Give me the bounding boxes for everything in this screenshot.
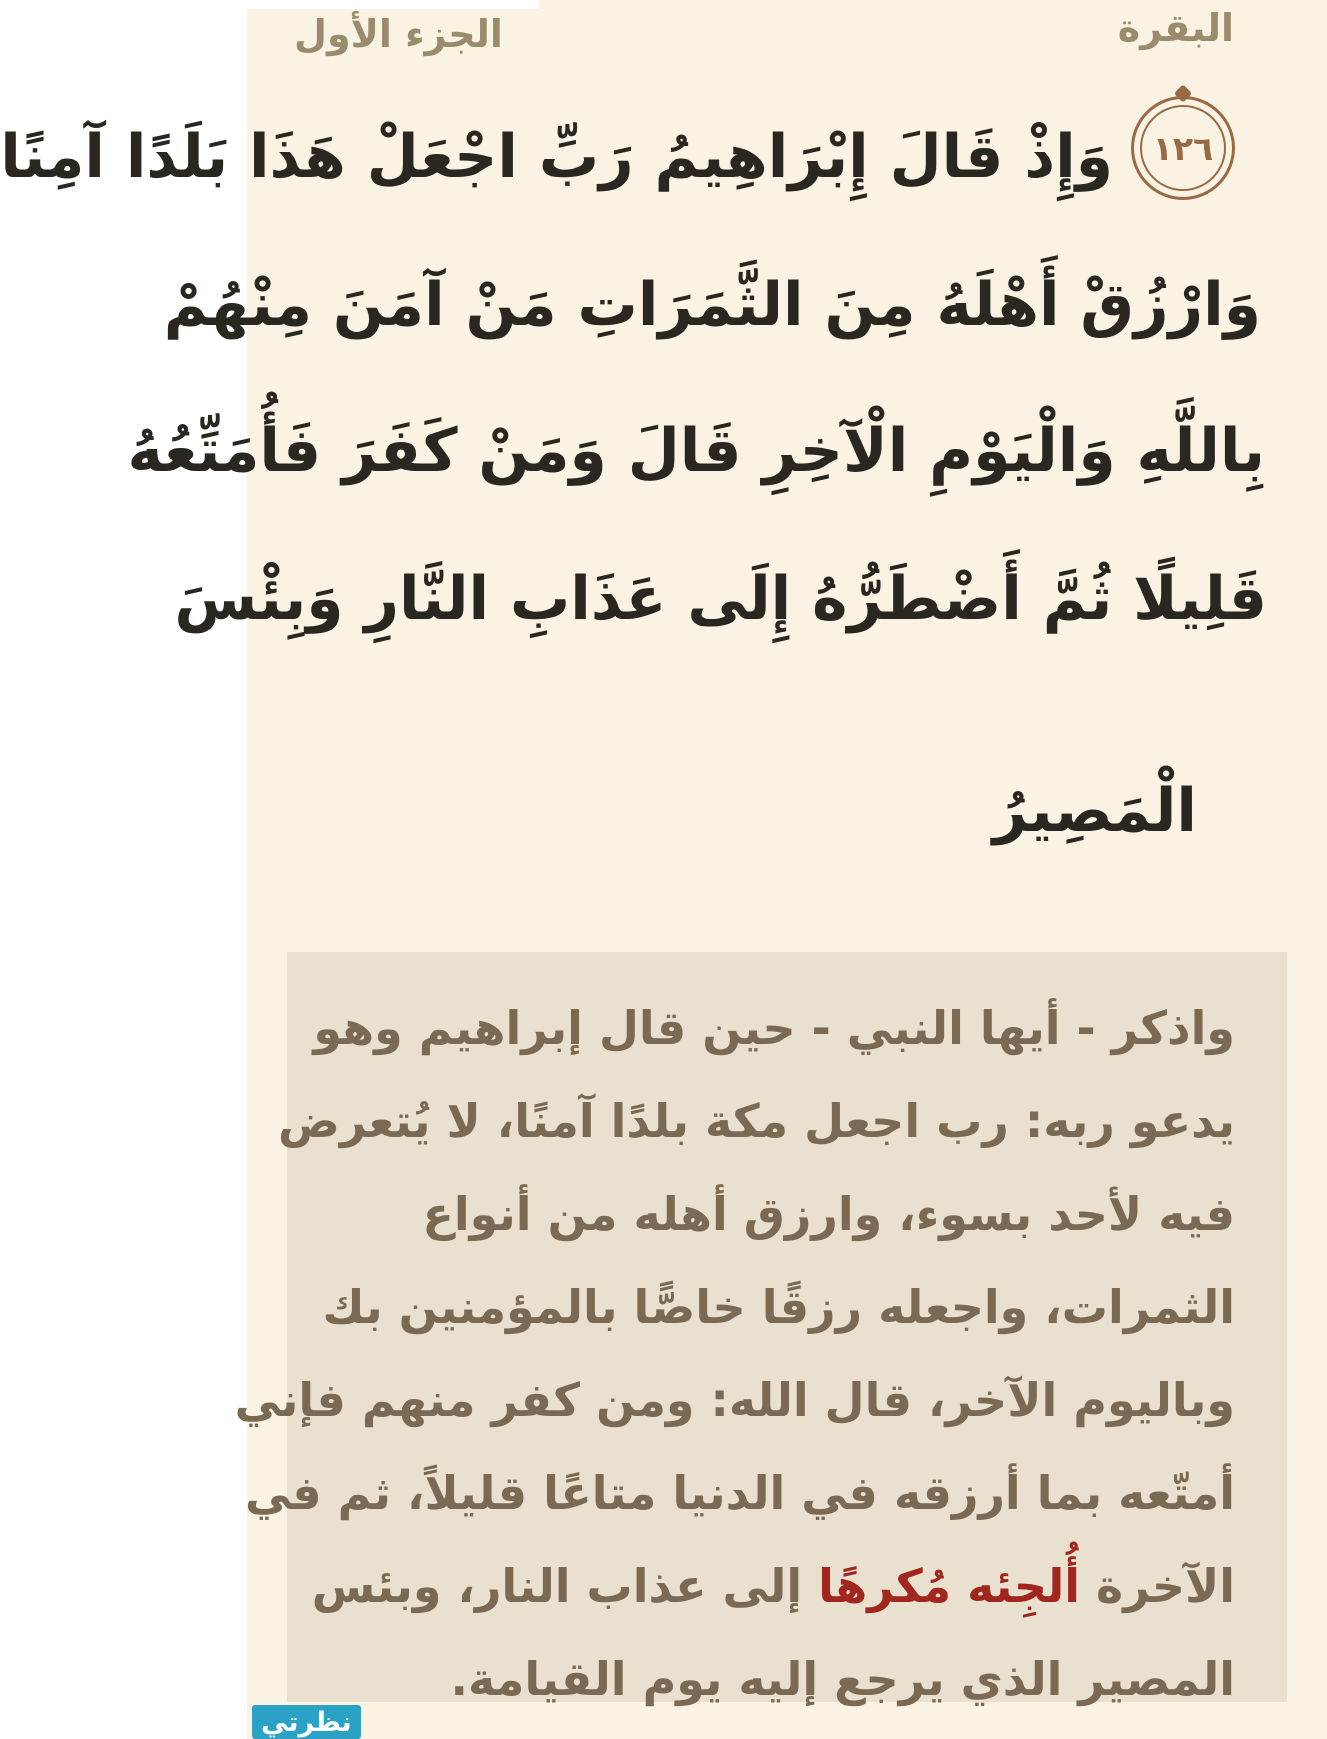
top-left-white-strip bbox=[247, 0, 539, 9]
tafsir-line: وباليوم الآخر، قال الله: ومن كفر منهم فإني bbox=[234, 1373, 1235, 1427]
surah-name-label: البقرة bbox=[1117, 6, 1234, 50]
verse-number: ١٢٦ bbox=[1152, 128, 1214, 168]
tafsir-line: واذكر - أيها النبي - حين قال إبراهيم وهو bbox=[313, 1001, 1235, 1055]
juz-label: الجزء الأول bbox=[294, 12, 503, 56]
tafsir-panel bbox=[234, 952, 1287, 1706]
quran-line: وَإِذْ قَالَ إِبْرَاهِيمُ رَبِّ اجْعَلْ هَذَا بَلَدًا آمِنًا bbox=[0, 122, 1113, 192]
quran-line: قَلِيلًا ثُمَّ أَضْطَرُّهُ إِلَى عَذَابِ النَّارِ وَبِئْسَ bbox=[174, 564, 1267, 634]
tafsir-line: الثمرات، واجعله رزقًا خاصًّا بالمؤمنين بك bbox=[322, 1280, 1235, 1334]
nazarti-watermark: نظرتي bbox=[252, 1705, 361, 1739]
tafsir-line: فيه لأحد بسوء، وارزق أهله من أنواع bbox=[422, 1187, 1235, 1241]
quran-line: وَارْزُقْ أَهْلَهُ مِنَ الثَّمَرَاتِ مَنْ آمَنَ مِنْهُمْ bbox=[163, 270, 1261, 340]
quran-line: بِاللَّهِ وَالْيَوْمِ الْآخِرِ قَالَ وَمَنْ كَفَرَ فَأُمَتِّعُهُ bbox=[127, 416, 1265, 486]
verse-number-medallion bbox=[1131, 96, 1235, 200]
tafsir-line: المصير الذي يرجع إليه يوم القيامة. bbox=[450, 1652, 1235, 1706]
tafsir-text-segment: إلى عذاب النار، وبئس bbox=[311, 1559, 819, 1613]
tafsir-highlight: أُلجِئه مُكرهًا bbox=[818, 1559, 1081, 1613]
tafsir-line bbox=[311, 1540, 1235, 1633]
quran-line: الْمَصِيرُ bbox=[992, 776, 1197, 846]
tafsir-line: يدعو ربه: رب اجعل مكة بلدًا آمنًا، لا يُتعرض bbox=[278, 1094, 1235, 1148]
tafsir-text-segment: الآخرة bbox=[1080, 1559, 1235, 1613]
tafsir-line: أمتّعه بما أرزقه في الدنيا متاعًا قليلاً، ثم في bbox=[244, 1466, 1235, 1520]
